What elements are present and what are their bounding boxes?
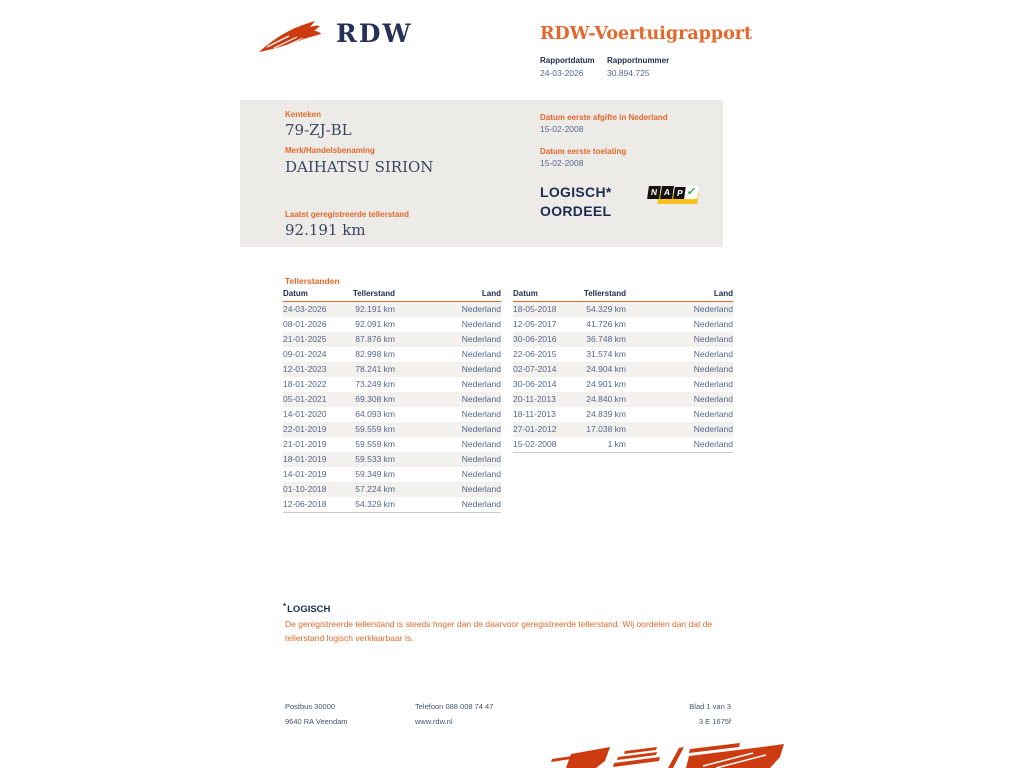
cell-land: Nederland <box>626 422 733 437</box>
cell-tellerstand: 64.093 km <box>355 409 395 419</box>
cell-land: Nederland <box>461 379 501 389</box>
footer-pagination <box>631 699 731 729</box>
cell-land: Nederland <box>461 439 501 449</box>
laatste-tellerstand-label: Laatst geregistreerde tellerstand <box>285 210 410 219</box>
table-header-row <box>283 289 501 302</box>
table-row <box>283 302 501 318</box>
footnote-title <box>283 602 330 615</box>
table-row <box>513 437 733 453</box>
kenteken-label: Kenteken <box>285 110 322 119</box>
table-row <box>513 407 733 422</box>
footer-website-link[interactable]: www.rdw.nl <box>415 717 453 726</box>
footer-page-number: Blad 1 van 3 <box>689 702 731 711</box>
cell-land: Nederland <box>461 469 501 479</box>
footnote-title-text: LOGISCH <box>287 604 331 615</box>
table-row <box>283 497 501 513</box>
cell-datum: 14-01-2019 <box>283 469 327 479</box>
cell-datum: 21-01-2019 <box>283 439 327 449</box>
footnote-text: De geregistreerde tellerstand is steeds hoger dan de daarvoor geregistreerde tellerstand. Wij oordelen dan dat de tellerstand logisch verklaarbaar is. <box>285 619 713 643</box>
tellerstanden-table-left <box>283 289 501 513</box>
eerste-toelating-value: 15-02-2008 <box>540 158 584 168</box>
eerste-afgifte-label: Datum eerste afgifte in Nederland <box>540 113 668 122</box>
cell-tellerstand: 73.249 km <box>355 379 395 389</box>
oordeel-line2: OORDEEL <box>540 203 612 219</box>
column-header-datum: Datum <box>283 289 351 302</box>
table-row <box>283 392 501 407</box>
cell-datum: 05-01-2021 <box>283 392 351 407</box>
report-date-value: 24-03-2026 <box>540 68 584 78</box>
column-header-land: Land <box>395 289 501 302</box>
footer-phone: Telefoon 088 008 74 47 <box>415 702 494 711</box>
table-row <box>513 392 733 407</box>
cell-datum: 18-05-2018 <box>513 302 582 318</box>
cell-land: Nederland <box>693 409 733 419</box>
cell-datum: 18-11-2013 <box>513 409 556 419</box>
cell-datum: 15-02-2008 <box>513 439 557 449</box>
cell-tellerstand: 92.091 km <box>355 319 395 329</box>
cell-land: Nederland <box>461 499 501 509</box>
footnote-asterisk: * <box>283 602 287 611</box>
report-number-value: 30.894.725 <box>607 68 650 78</box>
table-row <box>283 467 501 482</box>
cell-datum: 02-07-2014 <box>513 362 582 377</box>
table-row <box>283 437 501 452</box>
oordeel-verdict <box>540 183 612 221</box>
footer-address-line2: 9640 RA Veendam <box>285 717 348 726</box>
cell-land: Nederland <box>693 379 733 389</box>
cell-land: Nederland <box>461 319 501 329</box>
table-row <box>283 422 501 437</box>
eerste-toelating-label: Datum eerste toelating <box>540 147 627 156</box>
cell-tellerstand: 78.241 km <box>351 362 395 377</box>
table-header-row <box>513 289 733 302</box>
cell-datum: 27-01-2012 <box>513 422 582 437</box>
cell-datum: 21-01-2025 <box>283 332 351 347</box>
footer-form-code: 3 E 1675f <box>698 717 731 726</box>
table-row <box>283 362 501 377</box>
cell-land: Nederland <box>395 302 501 318</box>
cell-land: Nederland <box>395 392 501 407</box>
cell-tellerstand: 24.904 km <box>582 362 626 377</box>
kenteken-value: 79-ZJ-BL <box>285 121 352 139</box>
oordeel-line1: LOGISCH* <box>540 184 612 200</box>
table-row <box>513 377 733 392</box>
cell-datum: 18-01-2019 <box>283 452 351 467</box>
cell-tellerstand: 57.224 km <box>351 482 395 497</box>
nap-letter-a: A <box>660 186 674 199</box>
column-header-land: Land <box>626 289 733 302</box>
footer-address <box>285 699 348 729</box>
cell-land: Nederland <box>693 439 733 449</box>
cell-land: Nederland <box>693 349 733 359</box>
cell-tellerstand: 69.308 km <box>351 392 395 407</box>
cell-tellerstand: 59.349 km <box>355 469 395 479</box>
nap-checkmark-icon: ✓ <box>684 186 699 199</box>
report-date-label: Rapportdatum <box>540 56 595 65</box>
cell-datum: 12-01-2023 <box>283 362 351 377</box>
cell-tellerstand: 92.191 km <box>351 302 395 318</box>
nap-letter-n: N <box>647 186 661 199</box>
cell-land: Nederland <box>395 482 501 497</box>
cell-tellerstand: 24.901 km <box>586 379 626 389</box>
footer-contact <box>415 699 493 729</box>
cell-datum: 18-01-2022 <box>283 379 327 389</box>
cell-tellerstand: 59.559 km <box>351 422 395 437</box>
cell-land: Nederland <box>626 332 733 347</box>
cell-land: Nederland <box>395 422 501 437</box>
eerste-afgifte-value: 15-02-2008 <box>540 124 584 134</box>
table-row <box>513 302 733 318</box>
cell-datum: 12-06-2018 <box>283 499 327 509</box>
cell-tellerstand: 87.876 km <box>351 332 395 347</box>
table-row <box>513 332 733 347</box>
tellerstanden-table-right <box>513 289 733 453</box>
cell-land: Nederland <box>461 409 501 419</box>
cell-tellerstand: 24.839 km <box>586 409 626 419</box>
column-header-datum: Datum <box>513 289 582 302</box>
merk-value: DAIHATSU SIRION <box>285 158 434 176</box>
cell-tellerstand: 41.726 km <box>586 319 626 329</box>
cell-land: Nederland <box>626 362 733 377</box>
table-row <box>283 377 501 392</box>
column-header-tellerstand: Tellerstand <box>582 289 626 302</box>
cell-tellerstand: 24.840 km <box>582 392 626 407</box>
table-row <box>283 332 501 347</box>
cell-datum: 30-06-2016 <box>513 332 582 347</box>
rdw-wing-logo-icon <box>257 17 331 55</box>
cell-datum: 30-06-2014 <box>513 379 557 389</box>
cell-datum: 09-01-2024 <box>283 349 327 359</box>
table-row <box>513 347 733 362</box>
bottom-wing-graphic-icon <box>538 735 788 768</box>
laatste-tellerstand-value: 92.191 km <box>285 221 366 239</box>
cell-tellerstand: 59.533 km <box>351 452 395 467</box>
document-title: RDW-Voertuigrapport <box>540 24 753 44</box>
cell-land: Nederland <box>395 362 501 377</box>
cell-tellerstand: 59.559 km <box>355 439 395 449</box>
cell-datum: 08-01-2026 <box>283 319 327 329</box>
report-number-label: Rapportnummer <box>607 56 670 65</box>
table-row <box>513 317 733 332</box>
cell-land: Nederland <box>461 349 501 359</box>
cell-tellerstand: 54.329 km <box>582 302 626 318</box>
cell-land: Nederland <box>626 392 733 407</box>
cell-datum: 01-10-2018 <box>283 482 351 497</box>
footer-address-line1: Postbus 30000 <box>285 702 336 711</box>
table-row <box>283 482 501 497</box>
cell-datum: 22-01-2019 <box>283 422 351 437</box>
cell-tellerstand: 54.329 km <box>355 499 395 509</box>
cell-datum: 22-06-2015 <box>513 349 557 359</box>
cell-tellerstand: 82.998 km <box>355 349 395 359</box>
cell-datum: 14-01-2020 <box>283 409 327 419</box>
cell-datum: 20-11-2013 <box>513 392 582 407</box>
nap-logo <box>648 186 698 206</box>
cell-tellerstand: 1 km <box>607 439 626 449</box>
nap-letter-p: P <box>673 187 687 199</box>
column-header-tellerstand: Tellerstand <box>351 289 395 302</box>
table-row <box>283 317 501 332</box>
table-row <box>283 452 501 467</box>
table-row <box>513 422 733 437</box>
table-row <box>283 347 501 362</box>
cell-land: Nederland <box>693 319 733 329</box>
cell-datum: 12-05-2017 <box>513 319 557 329</box>
table-row <box>513 362 733 377</box>
rdw-wordmark: RDW <box>336 19 413 48</box>
cell-land: Nederland <box>395 332 501 347</box>
cell-datum: 24-03-2026 <box>283 302 351 318</box>
cell-land: Nederland <box>395 452 501 467</box>
table-row <box>283 407 501 422</box>
cell-tellerstand: 31.574 km <box>586 349 626 359</box>
merk-label: Merk/Handelsbenaming <box>285 146 375 155</box>
cell-tellerstand: 17.038 km <box>582 422 626 437</box>
cell-land: Nederland <box>626 302 733 318</box>
tellerstanden-section-label: Tellerstanden <box>285 276 340 286</box>
cell-tellerstand: 36.748 km <box>582 332 626 347</box>
